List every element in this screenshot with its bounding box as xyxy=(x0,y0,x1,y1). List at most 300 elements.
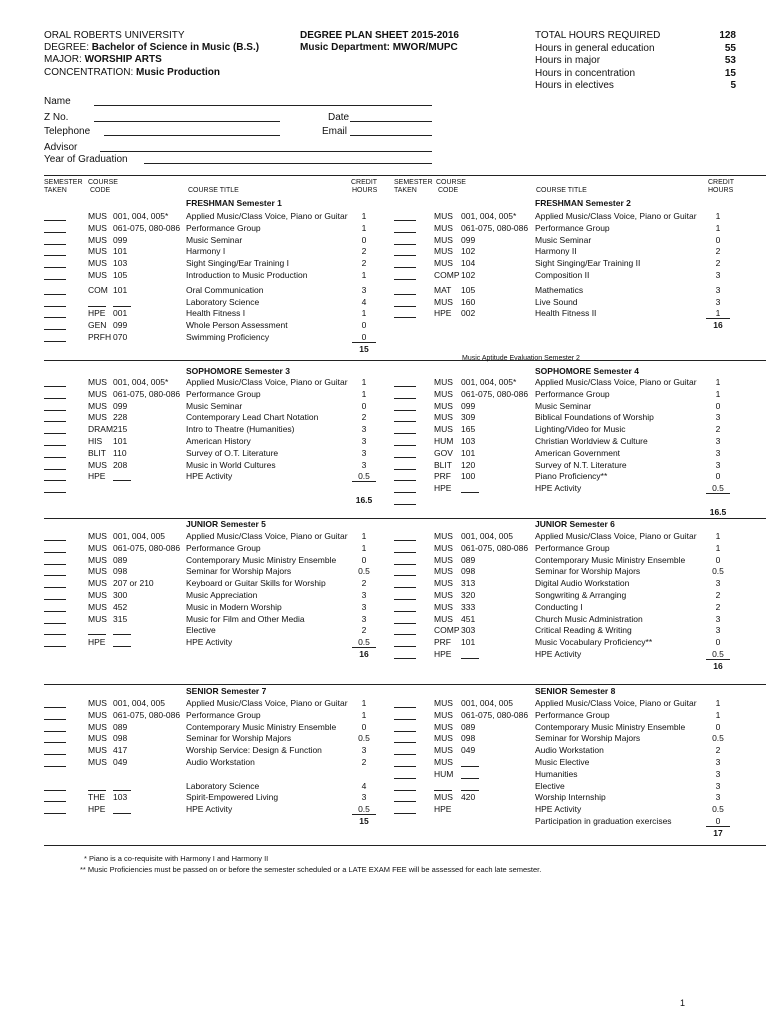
course-title: Worship Service: Design & Function xyxy=(186,745,322,756)
course-title: Seminar for Worship Majors xyxy=(535,733,641,744)
course-number: 104 xyxy=(461,258,476,269)
taken-checkbox-line[interactable] xyxy=(394,267,416,268)
taken-checkbox-line[interactable] xyxy=(394,766,416,767)
course-title: Performance Group xyxy=(535,388,610,399)
course-title: Audio Workstation xyxy=(186,757,255,767)
course-title: Biblical Foundations of Worship xyxy=(535,412,654,423)
taken-checkbox-line[interactable] xyxy=(44,341,66,342)
taken-checkbox-line[interactable] xyxy=(44,445,66,446)
course-title: Performance Group xyxy=(535,709,610,720)
credit-hours: 0 xyxy=(715,400,721,411)
taken-checkbox-line[interactable] xyxy=(394,232,416,233)
course-dept: MUS xyxy=(88,222,107,233)
taken-checkbox-line[interactable] xyxy=(44,421,66,422)
number-blank[interactable] xyxy=(113,480,131,481)
taken-checkbox-line[interactable] xyxy=(44,492,66,493)
course-number: 099 xyxy=(113,400,128,411)
taken-checkbox-line[interactable] xyxy=(44,540,66,541)
col-taken-right: TAKEN xyxy=(394,187,417,194)
taken-checkbox-line[interactable] xyxy=(394,255,416,256)
course-dept: MUS xyxy=(434,412,453,423)
taken-checkbox-line[interactable] xyxy=(44,766,66,767)
credit-hours: 1 xyxy=(361,222,367,233)
course-dept: HPE xyxy=(434,649,452,659)
credit-hours: 1 xyxy=(361,388,367,399)
taken-checkbox-line[interactable] xyxy=(394,220,416,221)
date-field[interactable] xyxy=(350,121,432,122)
course-number: 098 xyxy=(461,733,476,744)
taken-checkbox-line[interactable] xyxy=(44,469,66,470)
course-title: Seminar for Worship Majors xyxy=(535,566,641,577)
footnote-piano: * Piano is a co-requisite with Harmony I and Harmony II xyxy=(84,854,269,863)
taken-checkbox-line[interactable] xyxy=(394,421,416,422)
credit-hours: 0.5 xyxy=(352,637,376,648)
taken-checkbox-line[interactable] xyxy=(394,410,416,411)
course-number: 099 xyxy=(461,234,476,245)
taken-checkbox-line[interactable] xyxy=(394,469,416,470)
col-title-left: COURSE TITLE xyxy=(188,187,239,194)
taken-checkbox-line[interactable] xyxy=(44,646,66,647)
number-blank[interactable] xyxy=(461,492,479,493)
taken-checkbox-line[interactable] xyxy=(44,255,66,256)
total-value: 128 xyxy=(719,30,736,41)
credit-hours: 1 xyxy=(361,308,367,319)
course-title: Contemporary Music Ministry Ensemble xyxy=(186,721,337,732)
credit-hours: 3 xyxy=(715,792,721,803)
course-number: 101 xyxy=(113,284,128,295)
concentration-value: Music Production xyxy=(136,67,220,78)
credit-hours: 1 xyxy=(361,531,367,541)
course-title: American History xyxy=(186,436,251,446)
course-number: 089 xyxy=(113,721,128,732)
course-title: Humanities xyxy=(535,768,578,779)
course-title: Performance Group xyxy=(186,222,261,233)
credit-hours: 4 xyxy=(361,780,367,791)
credit-hours: 1 xyxy=(361,211,367,221)
taken-checkbox-line[interactable] xyxy=(44,329,66,330)
course-number: 098 xyxy=(113,566,128,577)
taken-checkbox-line[interactable] xyxy=(44,398,66,399)
course-number: 061-075, 080-086 xyxy=(461,222,529,233)
credit-hours: 0 xyxy=(361,234,367,245)
course-number: 061-075, 080-086 xyxy=(461,542,529,553)
course-title: Music Seminar xyxy=(186,234,243,245)
course-number: 417 xyxy=(113,745,128,756)
credit-hours: 3 xyxy=(715,412,721,423)
course-title: Seminar for Worship Majors xyxy=(186,566,292,577)
number-blank[interactable] xyxy=(461,658,479,659)
course-dept: MUS xyxy=(88,246,107,257)
credit-hours: 1 xyxy=(715,211,721,221)
taken-checkbox-line[interactable] xyxy=(44,220,66,221)
credit-hours: 3 xyxy=(715,613,721,624)
email-label: Email xyxy=(322,126,348,137)
credit-hours: 3 xyxy=(361,459,367,470)
credit-hours: 3 xyxy=(361,284,367,295)
course-title: Composition II xyxy=(535,270,590,280)
page-number: 1 xyxy=(680,998,686,1008)
course-number: 001, 004, 005 xyxy=(461,698,513,708)
course-dept: MUS xyxy=(88,601,107,612)
credit-hours: 3 xyxy=(715,296,721,307)
course-number: 002 xyxy=(461,308,476,319)
taken-checkbox-line[interactable] xyxy=(394,492,416,493)
dept-blank[interactable] xyxy=(88,790,106,791)
course-dept: HPE xyxy=(88,308,106,319)
col-semester-left: SEMESTER xyxy=(44,179,83,186)
taken-checkbox-line[interactable] xyxy=(44,813,66,814)
course-title: Digital Audio Workstation xyxy=(535,578,630,589)
taken-checkbox-line[interactable] xyxy=(394,707,416,708)
taken-checkbox-line[interactable] xyxy=(44,790,66,791)
credit-hours: 3 xyxy=(361,745,367,756)
col-course-left: COURSE xyxy=(88,179,118,186)
taken-checkbox-line[interactable] xyxy=(44,306,66,307)
course-title: Performance Group xyxy=(186,709,261,720)
credit-hours: 3 xyxy=(715,780,721,791)
course-dept: MUS xyxy=(88,709,107,720)
course-dept: MUS xyxy=(434,554,453,565)
course-number: 089 xyxy=(113,554,128,565)
course-title: HPE Activity xyxy=(535,649,582,659)
course-number: 300 xyxy=(113,590,128,600)
semester-title: FRESHMAN Semester 2 xyxy=(535,198,631,208)
email-field[interactable] xyxy=(350,135,432,136)
course-dept: HPE xyxy=(88,637,106,648)
taken-checkbox-line[interactable] xyxy=(394,457,416,458)
course-title: Laboratory Science xyxy=(186,296,260,307)
taken-checkbox-line[interactable] xyxy=(394,611,416,612)
course-dept: MUS xyxy=(434,601,453,612)
credit-hours: 3 xyxy=(715,459,721,470)
course-number: 061-075, 080-086 xyxy=(461,388,529,399)
taken-checkbox-line[interactable] xyxy=(394,646,416,647)
advisor-field[interactable] xyxy=(100,151,432,152)
course-number: 049 xyxy=(113,757,128,767)
footnote-proficiency: ** Music Proficiencies must be passed on or before the semester scheduled or a LATE EXAM FEE will be assessed for each late semester. xyxy=(80,865,542,874)
course-number: 061-075, 080-086 xyxy=(113,388,181,399)
course-title: Oral Communication xyxy=(186,284,264,295)
col-semester-right: SEMESTER xyxy=(394,179,433,186)
course-title: Lighting/Video for Music xyxy=(535,424,626,435)
taken-checkbox-line[interactable] xyxy=(44,707,66,708)
zno-field[interactable] xyxy=(94,121,280,122)
course-dept: MUS xyxy=(434,258,453,269)
taken-checkbox-line[interactable] xyxy=(44,575,66,576)
course-title: Church Music Administration xyxy=(535,613,643,624)
university-name: ORAL ROBERTS UNIVERSITY xyxy=(44,30,185,41)
course-number: 120 xyxy=(461,459,476,470)
course-title: Conducting I xyxy=(535,601,583,612)
course-number: 315 xyxy=(113,613,128,624)
course-number: 105 xyxy=(461,284,476,295)
credit-hours: 2 xyxy=(361,258,367,269)
course-title: Applied Music/Class Voice, Piano or Guitar xyxy=(186,531,348,541)
credit-hours: 0 xyxy=(715,721,721,732)
credit-hours: 2 xyxy=(715,246,721,257)
grad-year-field[interactable] xyxy=(144,163,432,164)
number-blank[interactable] xyxy=(461,790,479,791)
course-dept: MUS xyxy=(88,531,107,541)
credit-hours: 2 xyxy=(361,757,367,767)
course-number: 452 xyxy=(113,601,128,612)
taken-checkbox-line[interactable] xyxy=(44,623,66,624)
course-title: Applied Music/Class Voice, Piano or Guitar xyxy=(535,531,697,541)
course-title: Performance Group xyxy=(535,222,610,233)
course-number: 098 xyxy=(461,566,476,577)
course-dept: GEN xyxy=(88,320,107,331)
course-number: 061-075, 080-086 xyxy=(113,222,181,233)
course-title: Music Seminar xyxy=(535,400,592,411)
number-blank[interactable] xyxy=(113,646,131,647)
number-blank[interactable] xyxy=(113,306,131,307)
taken-checkbox-line[interactable] xyxy=(394,623,416,624)
taken-checkbox-line[interactable] xyxy=(44,742,66,743)
taken-checkbox-line[interactable] xyxy=(44,480,66,481)
taken-checkbox-line[interactable] xyxy=(394,719,416,720)
credit-hours: 3 xyxy=(361,424,367,435)
taken-checkbox-line[interactable] xyxy=(44,731,66,732)
taken-checkbox-line[interactable] xyxy=(44,244,66,245)
semester-total: 16.5 xyxy=(355,495,373,505)
course-dept: PRFH xyxy=(88,332,112,342)
course-dept: MUS xyxy=(88,377,107,387)
course-title: Survey of N.T. Literature xyxy=(535,459,627,470)
course-title: Health Fitness II xyxy=(535,308,597,319)
credit-hours: 0 xyxy=(715,234,721,245)
course-title: Performance Group xyxy=(186,542,261,553)
course-dept: BLIT xyxy=(434,459,452,470)
course-number: 101 xyxy=(461,637,476,648)
dept-blank[interactable] xyxy=(88,306,106,307)
taken-checkbox-line[interactable] xyxy=(394,575,416,576)
taken-checkbox-line[interactable] xyxy=(394,754,416,755)
taken-checkbox-line[interactable] xyxy=(394,801,416,802)
credit-hours: 0 xyxy=(361,400,367,411)
taken-checkbox-line[interactable] xyxy=(394,398,416,399)
semester-title: SENIOR Semester 7 xyxy=(186,686,267,696)
course-title: Music Seminar xyxy=(535,234,592,245)
course-title: Participation in graduation exercises xyxy=(535,816,672,826)
course-title: Performance Group xyxy=(535,542,610,553)
taken-checkbox-line[interactable] xyxy=(394,658,416,659)
course-title: Contemporary Music Ministry Ensemble xyxy=(535,554,686,565)
major-value: WORSHIP ARTS xyxy=(84,54,162,65)
number-blank[interactable] xyxy=(113,790,131,791)
taken-checkbox-line[interactable] xyxy=(394,306,416,307)
major-line xyxy=(44,54,162,67)
course-number: 103 xyxy=(113,258,128,269)
course-number: 451 xyxy=(461,613,476,624)
taken-checkbox-line[interactable] xyxy=(44,611,66,612)
telephone-field[interactable] xyxy=(104,135,280,136)
taken-checkbox-line[interactable] xyxy=(44,564,66,565)
credit-hours: 3 xyxy=(715,447,721,458)
taken-checkbox-line[interactable] xyxy=(394,445,416,446)
course-title: HPE Activity xyxy=(186,471,233,482)
taken-checkbox-line[interactable] xyxy=(44,279,66,280)
number-blank[interactable] xyxy=(461,778,479,779)
total-value: 55 xyxy=(724,42,736,54)
course-number: 215 xyxy=(113,424,128,435)
taken-checkbox-line[interactable] xyxy=(394,317,416,318)
course-dept: MUS xyxy=(434,709,453,720)
course-title: Applied Music/Class Voice, Piano or Guitar xyxy=(535,377,697,387)
taken-checkbox-line[interactable] xyxy=(44,587,66,588)
credit-hours: 1 xyxy=(361,542,367,553)
taken-checkbox-line[interactable] xyxy=(44,801,66,802)
credit-hours: 0.5 xyxy=(712,566,724,577)
taken-checkbox-line[interactable] xyxy=(44,386,66,387)
credit-hours: 0 xyxy=(361,554,367,565)
credit-hours: 2 xyxy=(361,246,367,257)
course-title: Sight Singing/Ear Training I xyxy=(186,258,290,269)
course-title: Laboratory Science xyxy=(186,780,260,791)
course-title: Contemporary Music Ministry Ensemble xyxy=(535,721,686,732)
taken-checkbox-line[interactable] xyxy=(394,634,416,635)
course-dept: MUS xyxy=(434,542,453,553)
taken-checkbox-line[interactable] xyxy=(44,410,66,411)
total-label: Hours in concentration xyxy=(535,67,636,79)
number-blank[interactable] xyxy=(113,634,131,635)
taken-checkbox-line[interactable] xyxy=(394,480,416,481)
number-blank[interactable] xyxy=(113,813,131,814)
col-code-left: CODE xyxy=(90,187,111,194)
course-number: 420 xyxy=(461,792,476,803)
grad-year-label: Year of Graduation xyxy=(44,154,128,165)
taken-checkbox-line[interactable] xyxy=(394,778,416,779)
telephone-label: Telephone xyxy=(44,126,91,137)
course-title: Music in Modern Worship xyxy=(186,601,282,612)
taken-checkbox-line[interactable] xyxy=(394,294,416,295)
credit-hours: 1 xyxy=(715,388,721,399)
taken-checkbox-line[interactable] xyxy=(394,742,416,743)
course-number: 001, 004, 005* xyxy=(113,377,169,387)
col-code-right: CODE xyxy=(438,187,459,194)
course-dept: COM xyxy=(88,284,108,295)
taken-checkbox-line[interactable] xyxy=(44,317,66,318)
taken-checkbox-line[interactable] xyxy=(394,564,416,565)
col-credit-left: CREDIT xyxy=(351,179,378,186)
total-label: Hours in general education xyxy=(535,42,655,54)
credit-hours: 0.5 xyxy=(352,804,376,815)
course-title: Music Seminar xyxy=(186,400,243,411)
course-title: Applied Music/Class Voice, Piano or Guitar xyxy=(186,698,348,708)
course-title: Performance Group xyxy=(186,388,261,399)
course-dept: MUS xyxy=(434,531,453,541)
taken-checkbox-line[interactable] xyxy=(394,790,416,791)
course-number: 099 xyxy=(461,400,476,411)
credit-hours: 3 xyxy=(715,436,721,446)
credit-hours: 3 xyxy=(715,757,721,767)
course-number: 098 xyxy=(113,733,128,744)
credit-hours: 3 xyxy=(361,436,367,446)
credit-hours: 0 xyxy=(715,637,721,648)
taken-checkbox-line[interactable] xyxy=(394,552,416,553)
course-title: HPE Activity xyxy=(186,804,233,815)
credit-hours: 2 xyxy=(715,424,721,435)
taken-checkbox-line[interactable] xyxy=(44,719,66,720)
credit-hours: 3 xyxy=(715,578,721,589)
taken-checkbox-line[interactable] xyxy=(394,433,416,434)
taken-checkbox-line[interactable] xyxy=(394,731,416,732)
taken-checkbox-line[interactable] xyxy=(394,244,416,245)
course-dept: MUS xyxy=(88,459,107,470)
course-dept: MUS xyxy=(434,566,453,577)
taken-checkbox-line[interactable] xyxy=(394,279,416,280)
taken-checkbox-line[interactable] xyxy=(394,587,416,588)
course-dept: MUS xyxy=(88,234,107,245)
course-title: HPE Activity xyxy=(186,637,233,648)
course-number: 320 xyxy=(461,590,476,600)
credit-hours: 1 xyxy=(715,377,721,387)
taken-checkbox-line[interactable] xyxy=(44,294,66,295)
course-title: Seminar for Worship Majors xyxy=(186,733,292,744)
course-title: Worship Internship xyxy=(535,792,606,803)
number-blank[interactable] xyxy=(461,766,479,767)
credit-hours: 3 xyxy=(361,601,367,612)
taken-checkbox-line[interactable] xyxy=(394,386,416,387)
taken-checkbox-line[interactable] xyxy=(44,599,66,600)
taken-checkbox-line[interactable] xyxy=(44,457,66,458)
credit-hours: 0.5 xyxy=(358,733,370,744)
course-dept: MUS xyxy=(434,246,453,257)
course-dept: GOV xyxy=(434,447,453,458)
name-field[interactable] xyxy=(94,105,432,106)
course-number: 303 xyxy=(461,625,476,636)
credit-hours: 0 xyxy=(715,471,721,482)
taken-checkbox-line[interactable] xyxy=(44,634,66,635)
zno-label: Z No. xyxy=(44,112,69,123)
taken-checkbox-line[interactable] xyxy=(44,433,66,434)
course-number: 070 xyxy=(113,332,128,342)
course-title: Introduction to Music Production xyxy=(186,270,308,280)
semester-total: 16 xyxy=(713,320,723,331)
course-number: 001, 004, 005 xyxy=(461,531,513,541)
credit-hours: 3 xyxy=(715,270,721,280)
taken-checkbox-line[interactable] xyxy=(44,267,66,268)
taken-checkbox-line[interactable] xyxy=(394,540,416,541)
taken-checkbox-line[interactable] xyxy=(44,232,66,233)
course-number: 089 xyxy=(461,721,476,732)
credit-hours: 1 xyxy=(715,542,721,553)
course-number: 309 xyxy=(461,412,476,423)
course-number: 100 xyxy=(461,471,476,482)
taken-checkbox-line[interactable] xyxy=(394,599,416,600)
course-dept: MUS xyxy=(88,400,107,411)
col-taken-left: TAKEN xyxy=(44,187,67,194)
course-title: American Government xyxy=(535,447,621,458)
dept-blank[interactable] xyxy=(434,790,452,791)
course-dept: MUS xyxy=(88,542,107,553)
taken-checkbox-line[interactable] xyxy=(44,552,66,553)
taken-checkbox-line[interactable] xyxy=(394,504,416,505)
total-value: 5 xyxy=(730,80,736,91)
course-dept: MUS xyxy=(434,698,453,708)
semester-title: JUNIOR Semester 6 xyxy=(535,519,615,529)
course-dept: MUS xyxy=(434,400,453,411)
credit-hours: 2 xyxy=(715,745,721,756)
credit-hours: 3 xyxy=(361,447,367,458)
taken-checkbox-line[interactable] xyxy=(44,754,66,755)
dept-blank[interactable] xyxy=(88,634,106,635)
course-number: 101 xyxy=(113,246,128,257)
credit-hours: 0.5 xyxy=(352,471,376,482)
taken-checkbox-line[interactable] xyxy=(394,813,416,814)
course-title: Applied Music/Class Voice, Piano or Guitar xyxy=(535,698,697,708)
total-label: Hours in electives xyxy=(535,80,614,91)
course-number: 061-075, 080-086 xyxy=(113,709,181,720)
